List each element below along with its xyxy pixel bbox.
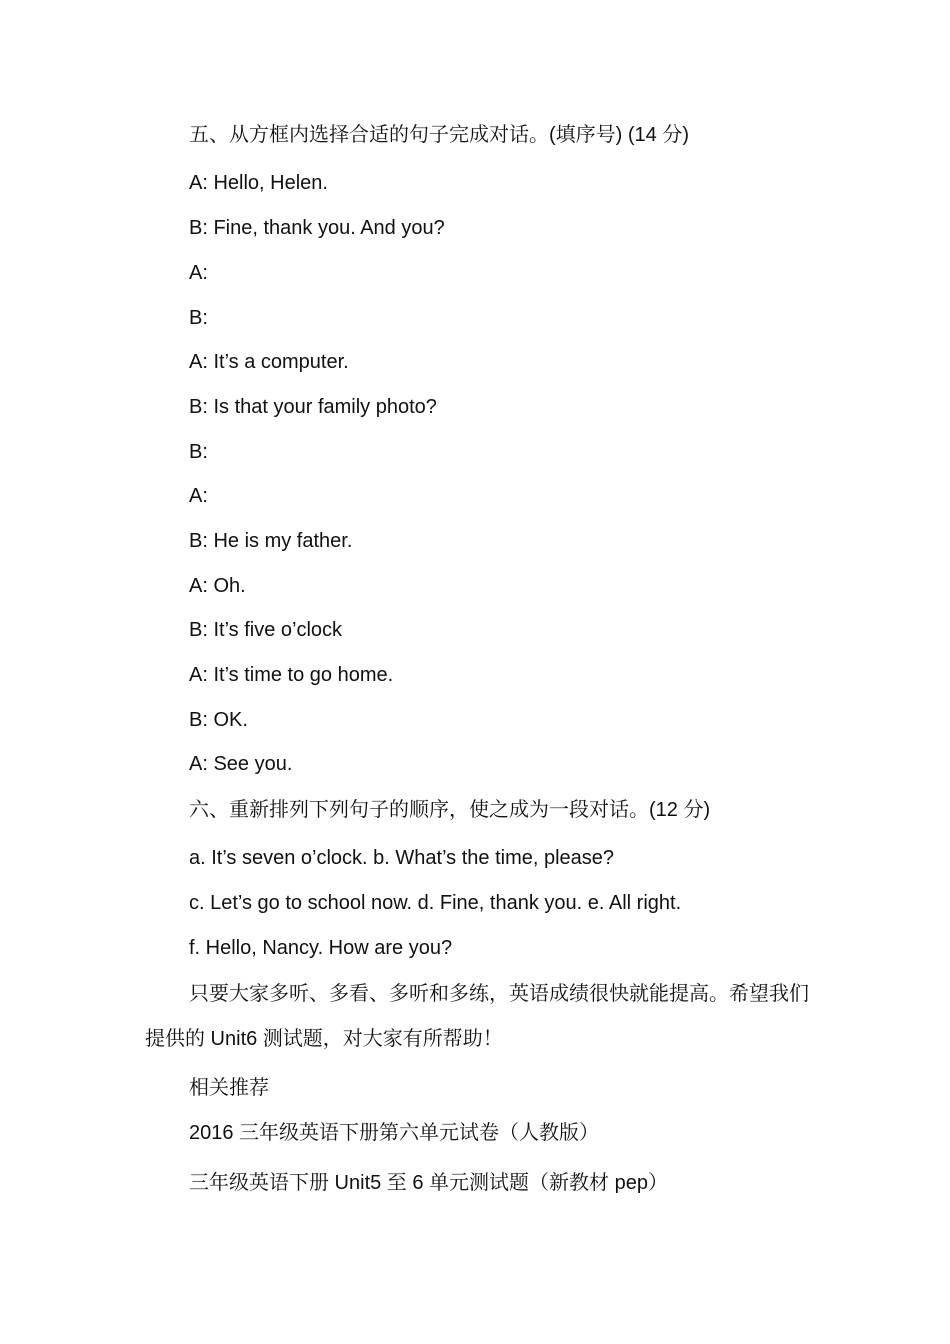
related-link-2[interactable]: 三年级英语下册 Unit5 至 6 单元测试题（新教材 pep） <box>189 1172 668 1194</box>
dialogue-line-3: A: <box>189 262 208 284</box>
dialogue-line-4: B: <box>189 307 208 329</box>
dialogue-line-5: A: It’s a computer. <box>189 351 349 373</box>
reorder-sentence-2: c. Let’s go to school now. d. Fine, thank you. e. All right. <box>189 892 682 914</box>
dialogue-line-12: A: It’s time to go home. <box>189 664 394 686</box>
dialogue-line-14: A: See you. <box>189 753 293 775</box>
dialogue-line-7: B: <box>189 441 208 463</box>
dialogue-line-6: B: Is that your family photo? <box>189 396 437 418</box>
dialogue-line-13: B: OK. <box>189 709 248 731</box>
closing-paragraph: 只要大家多听、多看、多听和多练，英语成绩很快就能提高。希望我们提供的 Unit6 测试题，对大家有所帮助！ <box>145 983 809 1050</box>
dialogue-line-11: B: It’s five o’clock <box>189 619 343 641</box>
section6-heading: 六、重新排列下列句子的顺序，使之成为一段对话。(12 分) <box>189 799 711 821</box>
dialogue-line-9: B: He is my father. <box>189 530 353 552</box>
dialogue-line-10: A: Oh. <box>189 575 246 597</box>
related-link-1[interactable]: 2016 三年级英语下册第六单元试卷（人教版） <box>189 1122 600 1144</box>
dialogue-line-1: A: Hello, Helen. <box>189 172 328 194</box>
dialogue-line-8: A: <box>189 485 208 507</box>
related-title: 相关推荐 <box>189 1077 269 1099</box>
reorder-sentence-3: f. Hello, Nancy. How are you? <box>189 937 453 959</box>
reorder-sentence-1: a. It’s seven o’clock. b. What’s the time, please? <box>189 847 615 869</box>
dialogue-line-2: B: Fine, thank you. And you? <box>189 217 445 239</box>
section5-heading: 五、从方框内选择合适的句子完成对话。(填序号) (14 分) <box>189 124 689 146</box>
